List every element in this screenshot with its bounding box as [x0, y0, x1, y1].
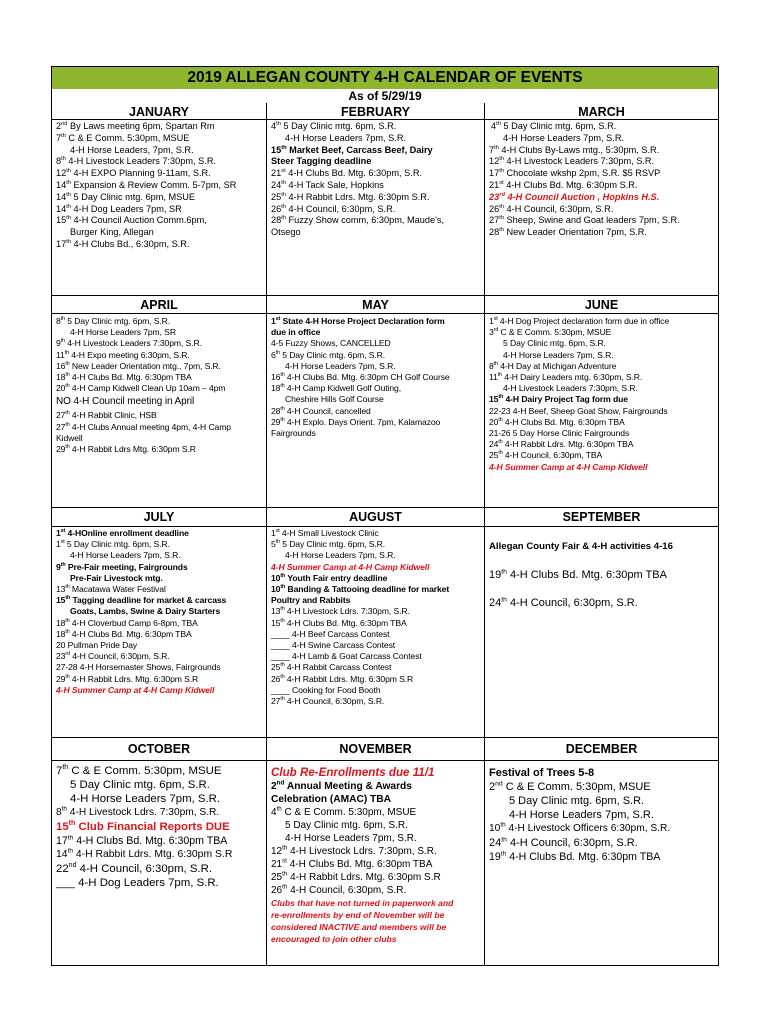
march-events [489, 121, 717, 239]
event-line: 11th 4-H Expo meeting 6:30pm, S.R. [56, 349, 190, 360]
event-line-highlight: encouraged to join other clubs [271, 934, 397, 944]
event-line: 13th 4-H Livestock Ldrs. 7:30pm, S.R. [271, 606, 410, 617]
event-line: 3rd C & E Comm. 5:30pm, MSUE [489, 327, 612, 338]
month-header-february: FEBRUARY [341, 105, 410, 119]
event-line-highlight: 15th Club Financial Reports DUE [56, 820, 230, 833]
event-line: 29th 4-H Explo. Days Orient. 7pm, Kalamazoo [271, 416, 441, 427]
event-line: 16th 4-H Clubs Bd. Mtg. 6:30pm CH Golf Course [271, 372, 450, 383]
event-line: 19th 4-H Clubs Bd. Mtg. 6:30pm TBA [489, 850, 661, 863]
event-line: ____ Cooking for Food Booth [271, 684, 381, 695]
event-line: ____ 4-H Swine Carcass Contest [271, 640, 396, 651]
event-line: Goats, Lambs, Swine & Dairy Starters [70, 606, 221, 617]
event-line: 27-28 4-H Horsemaster Shows, Fairgrounds [56, 662, 221, 673]
event-line: 28th New Leader Orientation 7pm, S.R. [489, 227, 647, 238]
event-line: 5th 5 Day Clinic mtg. 6pm, S.R. [271, 539, 386, 550]
event-line: 8th 4-H Livestock Leaders 7:30pm, S.R. [56, 156, 217, 167]
event-line: 7th C & E Comm. 5:30pm, MSUE [56, 764, 222, 777]
event-line: 4-H Horse Leaders 7pm, S.R. [285, 833, 417, 844]
event-line: 4-H Horse Leaders 7pm, S.R. [285, 550, 396, 561]
event-line: Burger King, Allegan [70, 227, 154, 238]
event-line: Cheshire Hills Golf Course [285, 394, 384, 405]
event-line: 28th Fuzzy Show comm, 6:30pm, Maude's, [271, 215, 444, 226]
event-line: 20th 4-H Clubs Bd. Mtg. 6:30pm TBA [489, 416, 625, 427]
event-line: ___ 4-H Dog Leaders 7pm, S.R. [56, 877, 219, 889]
event-line: 7th 4-H Clubs By-Laws mtg., 5:30pm, S.R. [489, 144, 660, 155]
event-line: 10th Youth Fair entry deadline [271, 572, 388, 583]
event-line: 12th 4-H Livestock Ldrs. 7:30pm, S.R. [271, 844, 437, 857]
event-line-highlight: 4-H Summer Camp at 4-H Camp Kidwell [56, 684, 215, 695]
event-line: 14th 4-H Dog Leaders 7pm, SR [56, 203, 182, 214]
event-line: 29th 4-H Rabbit Ldrs Mtg. 6:30pm S.R [56, 444, 196, 455]
event-line: 15th 4-H Dairy Project Tag form due [489, 394, 628, 405]
event-line: 4th C & E Comm. 5:30pm, MSUE [271, 805, 417, 818]
event-line: 1st 4-H Dog Project declaration form due in office [489, 316, 670, 326]
month-header-june: JUNE [584, 298, 619, 312]
february-events [271, 121, 481, 239]
event-line: 29th 4-H Rabbit Ldrs. Mtg. 6:30pm S.R [56, 673, 199, 684]
april-events [56, 316, 264, 455]
event-line: 10th Banding & Tattooing deadline for market [271, 584, 450, 595]
event-line: 18th 4-H Cloverbud Camp 6-8pm, TBA [56, 617, 198, 628]
event-line-highlight: Club Re-Enrollments due 11/1 [271, 766, 435, 779]
month-header-january: JANUARY [129, 105, 189, 119]
event-line: Fairgrounds [271, 428, 316, 439]
event-line: 15th 4-H Clubs Bd. Mtg. 6:30pm TBA [271, 617, 407, 628]
event-line: 1st State 4-H Horse Project Declaration form [271, 316, 445, 326]
event-line: 8th 5 Day Clinic mtg. 6pm, S.R. [56, 316, 171, 326]
event-line: 14th Expansion & Review Comm. 5-7pm, SR [56, 179, 237, 190]
event-line: ____ 4-H Lamb & Goat Carcass Contest [271, 651, 422, 662]
calendar-title: 2019 ALLEGAN COUNTY 4-H CALENDAR OF EVENTS [52, 67, 718, 89]
event-line: 10th 4-H Livestock Officers 6:30pm, S.R. [489, 821, 671, 834]
december-events [489, 766, 717, 864]
month-header-october: OCTOBER [127, 742, 191, 756]
event-line: 15th Tagging deadline for market & carcass [56, 595, 227, 606]
event-line: 4-5 Fuzzy Shows, CANCELLED [271, 338, 391, 349]
event-line: 24th 4-H Council, 6:30pm, S.R. [489, 596, 638, 609]
event-line: 4-H Horse Leaders 7pm, S.R. [70, 793, 221, 805]
event-line: 4th 5 Day Clinic mtg. 6pm, S.R. [491, 120, 617, 131]
event-line: 9th 4-H Livestock Leaders 7:30pm, S.R. [56, 338, 202, 349]
event-line: Allegan County Fair & 4-H activities 4-16 [489, 541, 673, 552]
event-line: 5 Day Clinic mtg. 6pm, S.R. [503, 338, 606, 349]
month-header-may: MAY [362, 298, 389, 312]
event-line: 4-H Horse Leaders 7pm, S.R. [509, 809, 654, 821]
january-events [56, 121, 264, 251]
july-events [56, 528, 264, 696]
event-line: 21st 4-H Clubs Bd. Mtg. 6:30pm S.R. [489, 179, 638, 190]
month-header-august: AUGUST [349, 510, 402, 524]
row-divider [52, 313, 718, 314]
month-header-march: MARCH [578, 105, 625, 119]
event-line: 20 Pullman Pride Day [56, 640, 138, 651]
column-divider [266, 103, 267, 965]
event-line: 14th 5 Day Clinic mtg. 6pm, MSUE [56, 191, 196, 202]
event-line: 26th 4-H Council, 6:30pm, S.R. [271, 883, 407, 896]
month-header-september: SEPTEMBER [562, 510, 641, 524]
event-line: 4-H Horse Leaders 7pm, S.R. [285, 360, 396, 371]
event-line: 12th 4-H Livestock Leaders 7:30pm, S.R. [489, 156, 655, 167]
event-line: Otsego [271, 227, 301, 238]
event-line: ____ 4-H Beef Carcass Contest [271, 628, 390, 639]
month-header-april: APRIL [140, 298, 178, 312]
event-line: 1st 4-HOnline enrollment deadline [56, 528, 189, 538]
event-line-highlight: 4-H Summer Camp at 4-H Camp Kidwell [271, 561, 430, 572]
event-line-highlight: re-enrollments by end of November will be [271, 910, 445, 920]
event-line: 28th 4-H Council, cancelled [271, 405, 371, 416]
event-line: 17th Chocolate wkshp 2pm, S.R. $5 RSVP [489, 168, 661, 179]
event-line: 25th 4-H Rabbit Ldrs. Mtg. 6:30pm S.R. [271, 191, 430, 202]
event-line: 5 Day Clinic mtg. 6pm, S.R. [509, 795, 645, 807]
event-line: 9th Pre-Fair meeting, Fairgrounds [56, 561, 188, 572]
event-line: 1st 4-H Small Livestock Clinic [271, 528, 379, 538]
event-line-highlight: 4-H Summer Camp at 4-H Camp Kidwell [489, 461, 648, 472]
event-line: 5 Day Clinic mtg. 6pm, S.R. [70, 779, 210, 791]
event-line: Celebration (AMAC) TBA [271, 794, 391, 805]
event-line: 6th 5 Day Clinic mtg. 6pm, S.R. [271, 349, 386, 360]
event-line: 16th New Leader Orientation mtg., 7pm, S.R. [56, 360, 221, 371]
event-line: 18th 4-H Camp Kidwell Golf Outing, [271, 383, 402, 394]
event-line: 21st 4-H Clubs Bd. Mtg. 6:30pm, S.R. [271, 168, 423, 179]
event-line: 27th 4-H Council, 6:30pm, S.R. [271, 696, 385, 707]
event-line: Poultry and Rabbits [271, 595, 351, 606]
event-line: 1st 5 Day Clinic mtg. 6pm, S.R. [56, 539, 170, 550]
event-line: 27th 4-H Clubs Annual meeting 4pm, 4-H Camp [56, 421, 231, 432]
event-line: 2nd C & E Comm. 5:30pm, MSUE [489, 780, 651, 793]
month-header-november: NOVEMBER [339, 742, 412, 756]
september-events [489, 540, 717, 610]
event-line: 27th 4-H Rabbit Clinic, HSB [56, 410, 157, 421]
event-line: 22nd 4-H Council, 6:30pm, S.R. [56, 862, 212, 875]
event-line: 4-H Horse Leaders, 7pm, S.R. [70, 144, 194, 155]
row-divider [52, 760, 718, 761]
event-line: NO 4-H Council meeting in April [56, 396, 195, 408]
event-line: 17th 4-H Clubs Bd., 6:30pm, S.R. [56, 238, 190, 249]
event-line: 23rd 4-H Council, 6:30pm, S.R. [56, 651, 170, 662]
calendar-page [51, 66, 719, 966]
event-line-highlight: considered INACTIVE and members will be [271, 922, 447, 932]
event-line: 22-23 4-H Beef, Sheep Goat Show, Fairgrounds [489, 405, 668, 416]
event-line: 4-H Livestock Leaders 7:30pm, S.R. [503, 383, 638, 394]
event-line: 12th 4-H EXPO Planning 9-11am, S.R. [56, 168, 211, 179]
event-line: 27th Sheep, Swine and Goat leaders 7pm, S.R. [489, 215, 680, 226]
event-line: 25th 4-H Council, 6:30pm, TBA [489, 450, 603, 461]
event-line: 20th 4-H Camp Kidwell Clean Up 10am – 4pm [56, 383, 226, 394]
as-of-date: As of 5/29/19 [348, 89, 422, 103]
event-line: 24th 4-H Council, 6:30pm, S.R. [489, 836, 638, 849]
event-line: 21st 4-H Clubs Bd. Mtg. 6:30pm TBA [271, 857, 433, 870]
month-header-july: JULY [143, 510, 175, 524]
event-line: 19th 4-H Clubs Bd. Mtg. 6:30pm TBA [489, 568, 667, 581]
event-line: 14th 4-H Rabbit Ldrs. Mtg. 6:30pm S.R [56, 847, 233, 860]
event-line: Pre-Fair Livestock mtg. [70, 572, 163, 583]
event-line: 7th C & E Comm. 5:30pm, MSUE [56, 132, 190, 143]
event-line: 25th 4-H Rabbit Carcass Contest [271, 662, 392, 673]
event-line: 8th 4-H Day at Michigan Adventure [489, 360, 617, 371]
row-divider [52, 295, 718, 296]
event-line-highlight: 23rd 4-H Council Auction , Hopkins H.S. [489, 191, 660, 202]
event-line: 24th 4-H Rabbit Ldrs. Mtg. 6:30pm TBA [489, 439, 634, 450]
june-events [489, 316, 717, 473]
event-line: 4-H Horse Leaders 7pm, S.R. [70, 550, 181, 561]
event-line: 26th 4-H Council, 6:30pm, S.R. [271, 203, 396, 214]
event-line: 8th 4-H Livestock Ldrs. 7:30pm, S.R. [56, 805, 220, 818]
event-line: Festival of Trees 5-8 [489, 767, 595, 779]
event-line: 2nd By Laws meeting 6pm, Spartan Rm [56, 120, 215, 131]
event-line: 26th 4-H Council, 6:30pm, S.R. [489, 203, 614, 214]
row-divider [52, 507, 718, 508]
event-line: 4-H Horse Leaders 7pm, S.R. [503, 132, 625, 143]
event-line: 15th 4-H Council Auction Comm.6pm, [56, 215, 207, 226]
event-line: Kidwell [56, 432, 83, 443]
event-line-highlight: Clubs that have not turned in paperwork and [271, 898, 454, 908]
event-line: 21-26 5 Day Horse Clinic Fairgrounds [489, 428, 630, 439]
may-events [271, 316, 482, 439]
event-line: 26th 4-H Rabbit Ldrs. Mtg. 6:30pm S.R [271, 673, 414, 684]
row-divider [52, 737, 718, 738]
event-line: 24th 4-H Tack Sale, Hopkins [271, 179, 384, 190]
event-line: 13th Macatawa Water Festival [56, 584, 166, 595]
november-events [271, 766, 482, 945]
event-line: 17th 4-H Clubs Bd. Mtg. 6:30pm TBA [56, 834, 228, 847]
october-events [56, 764, 264, 890]
event-line: 2nd Annual Meeting & Awards [271, 779, 412, 792]
event-line: 11th 4-H Dairy Leaders mtg. 6:30pm, S.R. [489, 372, 643, 383]
event-line: due in office [271, 327, 321, 338]
event-line: 15th Market Beef, Carcass Beef, Dairy [271, 144, 433, 155]
event-line: 18th 4-H Clubs Bd. Mtg. 6:30pm TBA [56, 628, 192, 639]
event-line: Steer Tagging deadline [271, 156, 372, 167]
event-line: 4-H Horse Leaders 7pm, SR [70, 327, 176, 338]
event-line: 5 Day Clinic mtg. 6pm, S.R. [285, 820, 408, 831]
event-line: 4th 5 Day Clinic mtg. 6pm, S.R. [271, 120, 397, 131]
event-line: 4-H Horse Leaders 7pm, S.R. [285, 132, 407, 143]
event-line: 18th 4-H Clubs Bd. Mtg. 6:30pm TBA [56, 372, 192, 383]
august-events [271, 528, 482, 707]
event-line: 25th 4-H Rabbit Ldrs. Mtg. 6:30pm S.R [271, 870, 441, 883]
month-header-december: DECEMBER [565, 742, 638, 756]
column-divider [484, 103, 485, 965]
row-divider [52, 526, 718, 527]
event-line: 4-H Horse Leaders 7pm, S.R. [503, 349, 614, 360]
